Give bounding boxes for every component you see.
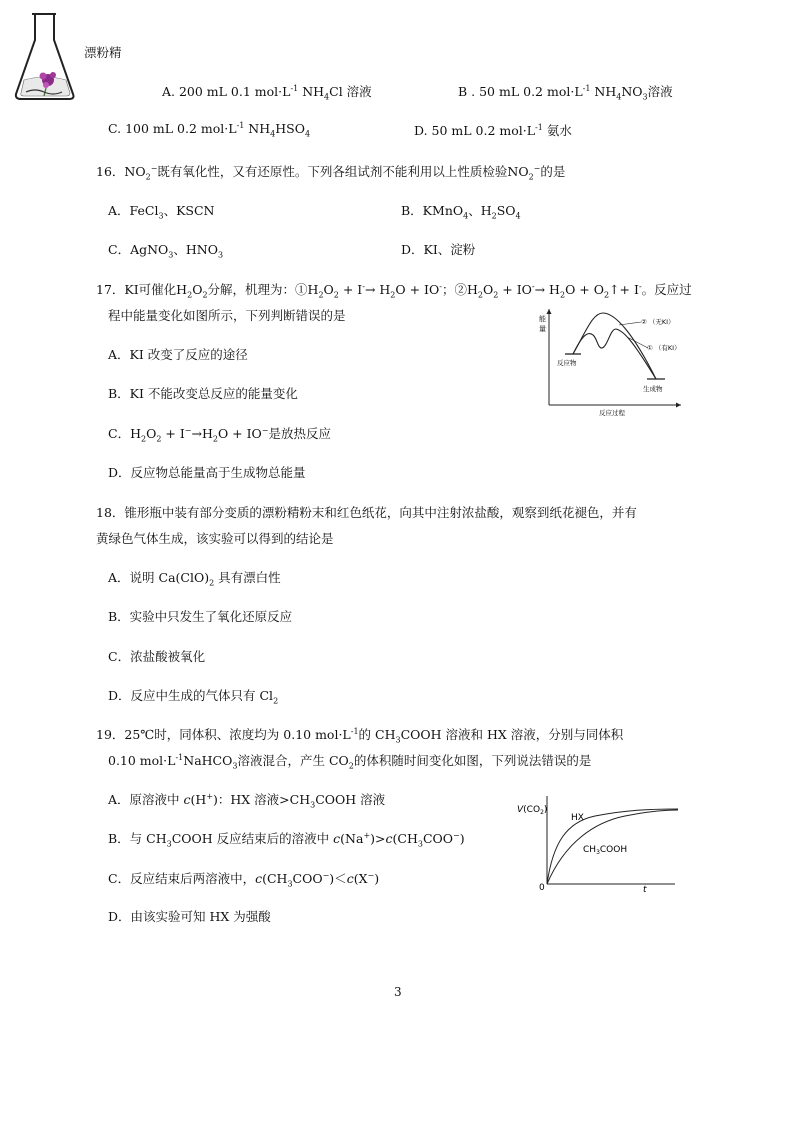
q18-stem-line2: 黄绿色气体生成，该实验可以得到的结论是 [96, 531, 334, 546]
q17-option-b[interactable]: B．KI 不能改变总反应的能量变化 [108, 386, 298, 401]
hx-label: HX [571, 813, 584, 823]
q15-option-a[interactable]: A. 200 mL 0.1 $mol\cdot L^{-1}$ $NH_4Cl$ 溶液 [162, 83, 372, 102]
flask-label: 漂粉精 [84, 45, 122, 60]
y-axis-label: $V(CO_2)$ [517, 805, 548, 816]
t-axis-label: t [643, 885, 647, 895]
q16-stem: 16．$NO_2^-$既有氧化性，又有还原性。下列各组试剂不能利用以上性质检验$NO_2^-$的是 [96, 163, 566, 182]
energy-profile-diagram [535, 305, 685, 420]
q17-option-c[interactable]: C．$H_2O_2 + I^-\to H_2O + IO^-$是放热反应 [108, 425, 332, 444]
q19-option-c[interactable]: C．反应结束后两溶液中，$c(CH_3COO^-)<c(X^-)$ [108, 870, 380, 889]
q18-option-b[interactable]: B．实验中只发生了氧化还原反应 [108, 609, 293, 624]
origin-label: 0 [539, 883, 545, 893]
product-label: 生成物 [643, 385, 663, 393]
q16-option-b[interactable]: B．KMnO$_4$、$H_2SO_4$ [401, 203, 521, 221]
curve-with-ki [573, 329, 656, 379]
q19-stem-line2: 0.10 $mol\cdot L^{-1}NaHCO_3$溶液混合，产生 $CO_2$的体积随时间变化如图，下列说法错误的是 [108, 752, 592, 771]
co2-volume-graph [515, 792, 685, 897]
y-label-2: 量 [539, 325, 546, 333]
q17-stem-line1: 17．KI可催化$H_2O_2$分解，机理为：$①H_2O_2 + I^-\to H_2O + IO^-$；$②H_2O_2 + IO^-\to H_2O$ + $O_2↑+ I^-$。反应过 [96, 281, 692, 300]
q19-option-b[interactable]: B．与 $CH_3COOH$ 反应结束后的溶液中 $c(Na^+)>c(CH_3COO^-)$ [108, 830, 465, 849]
flask-illustration [10, 10, 80, 102]
q15-option-c[interactable]: C. 100 mL 0.2 $mol\cdot L^{-1}$ $NH_4HSO_4$ [108, 120, 311, 139]
q16-option-d[interactable]: D．KI、淀粉 [401, 242, 476, 257]
q18-option-a[interactable]: A．说明 $Ca(ClO)_2$ 具有漂白性 [108, 570, 281, 588]
page-number: 3 [394, 985, 402, 999]
q15-option-b[interactable]: B . 50 mL 0.2 $mol\cdot L^{-1}$ $NH_4NO_3$溶液 [458, 83, 673, 102]
q17-option-a[interactable]: A．KI 改变了反应的途径 [108, 347, 248, 362]
curve1-label: ① （有KI） [647, 344, 681, 352]
q19-stem-line1: 19．25℃时，同体积、浓度均为 0.10 $mol\cdot L^{-1}$的 $CH_3COOH$ 溶液和 HX 溶液，分别与同体积 [96, 726, 624, 745]
q18-option-c[interactable]: C．浓盐酸被氧化 [108, 649, 206, 664]
q15-option-d[interactable]: D. 50 mL 0.2 $mol\cdot L^{-1}$ 氨水 [414, 122, 572, 138]
x-label: 反应过程 [599, 409, 625, 417]
reactant-label: 反应物 [557, 359, 577, 367]
q17-stem-line2: 程中能量变化如图所示，下列判断错误的是 [108, 308, 346, 323]
q19-option-a[interactable]: A．原溶液中 c(H+)：HX 溶液$>CH_3COOH$ 溶液 [108, 791, 386, 810]
q16-option-a[interactable]: A．FeCl$_3$、KSCN [108, 203, 215, 221]
q18-stem-line1: 18．锥形瓶中装有部分变质的漂粉精粉末和红色纸花，向其中注射浓盐酸，观察到纸花褪色，并有 [96, 505, 637, 520]
q16-option-c[interactable]: C．AgNO$_3$、$HNO_3$ [108, 242, 224, 260]
q17-option-d[interactable]: D．反应物总能量高于生成物总能量 [108, 465, 306, 480]
y-label-1: 能 [539, 315, 546, 323]
q18-option-d[interactable]: D．反应中生成的气体只有 $Cl_2$ [108, 688, 279, 706]
curve2-label: ② （无KI） [641, 318, 675, 326]
q19-option-d[interactable]: D．由该实验可知 HX 为强酸 [108, 909, 271, 924]
ch3cooh-label: $CH_3COOH$ [583, 845, 628, 856]
